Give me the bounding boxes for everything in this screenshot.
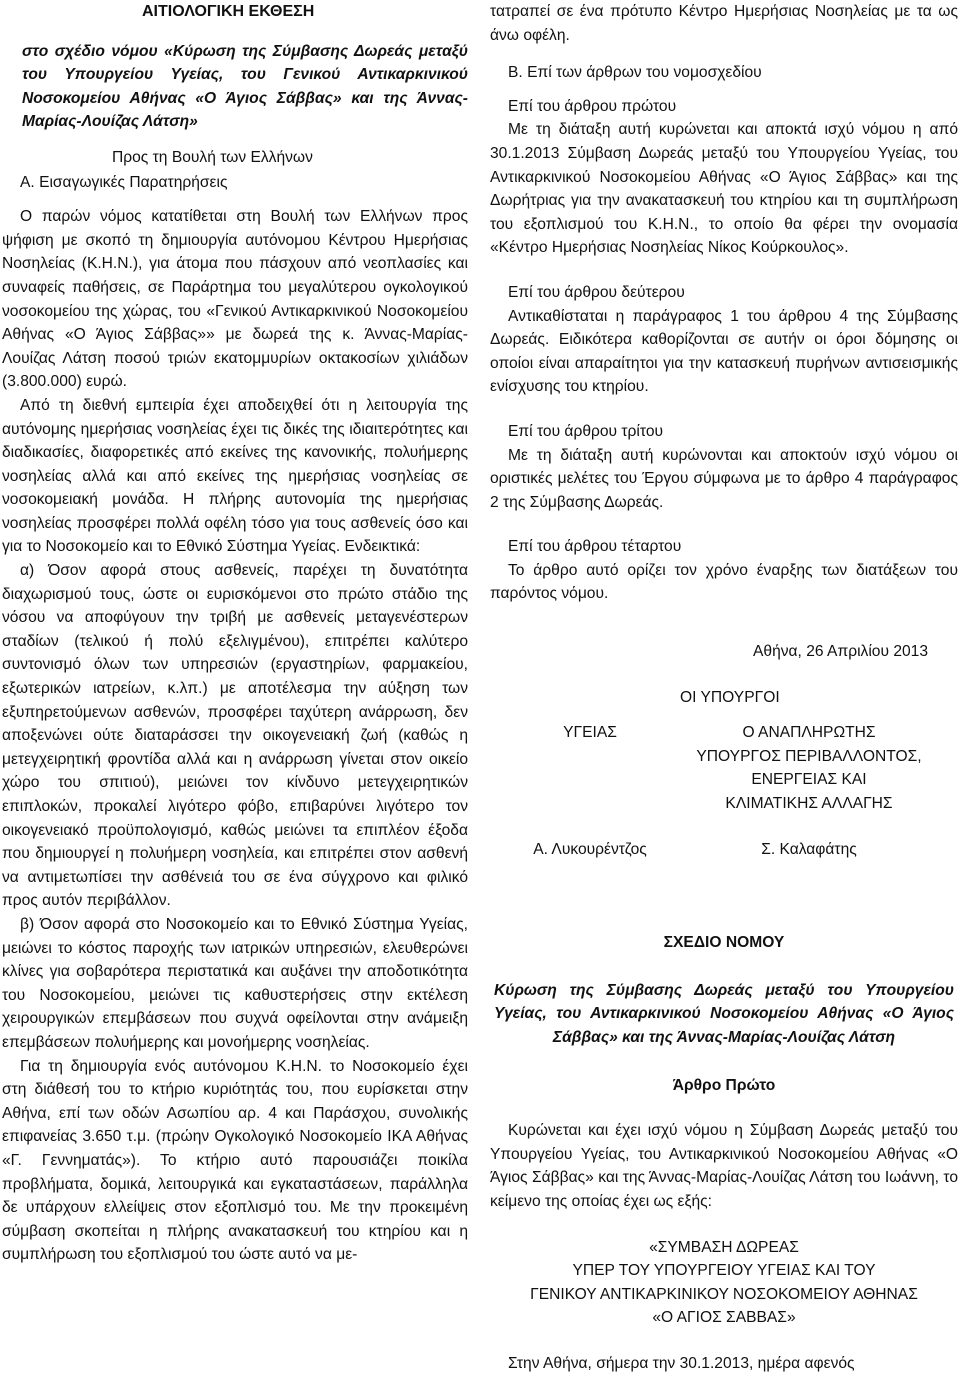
minister-env-line: ΚΛΙΜΑΤΙΚΗΣ ΑΛΛΑΓΗΣ (725, 795, 893, 813)
article-heading: Επί του άρθρου πρώτου (508, 97, 677, 115)
minister-env-title (660, 721, 958, 815)
signatures-row (490, 838, 958, 862)
contract-title-line: ΥΠΕΡ ΤΟΥ ΥΠΟΥΡΓΕΙΟΥ ΥΓΕΙΑΣ ΚΑΙ ΤΟΥ (572, 1262, 876, 1280)
minister-health-title: ΥΓΕΙΑΣ (563, 724, 617, 742)
article-heading: Επί του άρθρου δεύτερου (508, 283, 685, 301)
paragraph: Κυρώνεται και έχει ισχύ νόμου η Σύμβαση Δωρεάς μεταξύ του Υπουργείου Υγείας, του Αντικαρκινικού Νοσοκομείου Αθήνας «Ο Άγιος Σάββας» και της Άννας-Μαρίας-Λουίζας Λάτση του Ιωάννη, το κείμενο της οποίας έχει ως εξής: (490, 1122, 958, 1210)
ministers-heading: ΟΙ ΥΠΟΥΡΓΟΙ (680, 688, 780, 706)
signing-date: Αθήνα, 26 Απριλίου 2013 (753, 643, 929, 661)
article-first-heading: Άρθρο Πρώτο (672, 1076, 776, 1094)
article-heading: Επί του άρθρου τέταρτου (508, 538, 682, 556)
signature-health: Α. Λυκουρέντζος (533, 840, 647, 858)
paragraph: Αντικαθίσταται η παράγραφος 1 του άρθρου 4 της Σύμβασης Δωρεάς. Ειδικότερα καθορίζονται σε αυτήν οι όροι δόμησης οι οποίοι είναι απαραίτητοι για την κατασκευή πυρήνων αντισεισμικής ενίσχυσης του κτηρίου. (490, 307, 958, 396)
section-a-heading: Α. Εισαγωγικές Παρατηρήσεις (20, 173, 228, 191)
minister-env-line: Ο ΑΝΑΠΛΗΡΩΤΗΣ (742, 724, 876, 742)
paragraph: β) Όσον αφορά στο Νοσοκομείο και το Εθνικό Σύστημα Υγείας, μειώνει το κόστος παροχής των ιατρικών υπηρεσιών, ελευθερώνει κλίνες για σοβαρότερα περιστατικά και αυξάνει την αποδοτικότητα του Νοσοκομείου, μειώνει τις καθυστερήσεις στην εκτέλεση χειρουργικών επεμβάσεων που συχνά οφείλονται στην ανάμειξη επεμβάσεων πολυήμερης και μονοήμερης νοσηλείας. (2, 915, 468, 1051)
left-column (2, 0, 468, 1267)
contract-title-line: ΓΕΝΙΚΟΥ ΑΝΤΙΚΑΡΚΙΝΙΚΟΥ ΝΟΣΟΚΟΜΕΙΟΥ ΑΘΗΝΑΣ (530, 1285, 918, 1303)
article-heading: Επί του άρθρου τρίτου (508, 422, 664, 440)
paragraph: Με τη διάταξη αυτή κυρώνεται και αποκτά ισχύ νόμου η από 30.1.2013 Σύμβαση Δωρεάς μεταξύ του Υπουργείου Υγείας, του Αντικαρκινικού Νοσοκομείου Αθήνας «Ο Άγιος Σάββας» και της Δωρήτριας για την ανακατασκευή του κτηρίου και τη συμπλήρωση του εξοπλισμού του Κ.Η.Ν., το οποίο θα φέρει την ονομασία «Κέντρο Ημερήσιας Νοσηλείας Νίκος Κούρκουλος». (490, 121, 958, 257)
paragraph: Για τη δημιουργία ενός αυτόνομου Κ.Η.Ν. το Νοσοκομείο έχει στη διάθεσή του το κτήριο κυριότητάς του, που ευρίσκεται στην Αθήνα, επί των οδών Ασωπίου αρ. 4 και Παράσχου, συνολικής επιφανείας 3.650 τ.μ. (πρώην Ογκολογικό Νοσοκομείο ΙΚΑ Αθήνας «Γ. Γεννηματάς»). Το κτήριο αυτό παρουσιάζει ποικίλα προβλήματα, δομικά, λειτουργικά και εγκαταστάσεων, παράλληλα δε υπάρχουν ελλείψεις στον εξοπλισμό του. Με την προκειμένη σύμβαση σκοπείται η πλήρης ανακατασκευή του κτηρίου και η συμπλήρωση του εξοπλισμού του ώστε αυτό να με- (2, 1057, 468, 1264)
addressee: Προς τη Βουλή των Ελλήνων (112, 148, 313, 166)
ministers-row (490, 721, 958, 815)
draft-law-subtitle: Κύρωση της Σύμβασης Δωρεάς μεταξύ του Υπουργείου Υγείας, του Αντικαρκινικού Νοσοκομείου Αθήνας «Ο Άγιος Σάββας» και της Άννας-Μαρίας-Λουίζας Λάτση (494, 981, 954, 1046)
paragraph: Με τη διάταξη αυτή κυρώνονται και αποκτούν ισχύ νόμου οι οριστικές μελέτες του Έργου σύμφωνα με το άρθρο 4 παράγραφος 2 της Σύμβασης Δωρεάς. (490, 446, 958, 511)
minister-env-line: ΕΝΕΡΓΕΙΑΣ ΚΑΙ (751, 771, 867, 789)
paragraph: Από τη διεθνή εμπειρία έχει αποδειχθεί ότι η λειτουργία της αυτόνομης ημερήσιας νοσηλείας έχει τις δικές της ιδιαιτερότητες και διαδικασίες, διαφορετικές από εκείνες της κανονικής, πολυήμερης νοσηλείας αλλά και από εκείνες της ημερήσιας νοσηλείας σε νοσοκομειακή μονάδα. Η πλήρης αυτονομία της ημερήσιας νοσηλείας προσφέρει πολλά οφέλη τόσο για τους ασθενείς όσο και για το Νοσοκομείο και το Εθνικό Σύστημα Υγείας. Ενδεικτικά: (2, 396, 468, 556)
section-b-heading: Β. Επί των άρθρων του νομοσχεδίου (508, 64, 762, 82)
paragraph: Ο παρών νόμος κατατίθεται στη Βουλή των Ελλήνων προς ψήφιση με σκοπό τη δημιουργία αυτόνομου Κέντρου Ημερήσιας Νοσηλείας (Κ.Η.Ν.), για άτομα που πάσχουν από νεοπλασίες και συναφείς παθήσεις, σε Παράρτημα του μεγαλύτερου ογκολογικού νοσοκομείου της χώρας, του «Γενικού Αντικαρκινικού Νοσοκομείου Αθήνας «Ο Άγιος Σάββας»» με δωρεά της κ. Άννας-Μαρίας-Λουίζας Λάτση ποσού τριών εκατομμυρίων οκτακοσίων χιλιάδων (3.800.000) ευρώ. (2, 208, 468, 391)
paragraph: Το άρθρο αυτό ορίζει τον χρόνο έναρξης των διατάξεων του παρόντος νόμου. (490, 561, 958, 603)
report-title: ΑΙΤΙΟΛΟΓΙΚΗ ΕΚΘΕΣΗ (142, 3, 315, 20)
draft-law-title: ΣΧΕΔΙΟ ΝΟΜΟΥ (663, 934, 785, 952)
closing-line: Στην Αθήνα, σήμερα την 30.1.2013, ημέρα αφενός (508, 1354, 855, 1372)
contract-title-line: «Ο ΑΓΙΟΣ ΣΑΒΒΑΣ» (652, 1309, 796, 1327)
signature-env: Σ. Καλαφάτης (761, 840, 857, 858)
contract-title-line: «ΣΥΜΒΑΣΗ ΔΩΡΕΑΣ (649, 1238, 799, 1256)
report-subtitle: στο σχέδιο νόμου «Κύρωση της Σύμβασης Δωρεάς μεταξύ του Υπουργείου Υγείας, του Γενικού Αντικαρκινικού Νοσοκομείου Αθήνας «Ο Άγιος Σάββας» και της Άννας-Μαρίας-Λουίζας Λάτση» (22, 42, 468, 131)
right-column (490, 0, 958, 1376)
paragraph: τατραπεί σε ένα πρότυπο Κέντρο Ημερήσιας Νοσηλείας με τα ως άνω οφέλη. (490, 3, 958, 44)
paragraph: α) Όσον αφορά στους ασθενείς, παρέχει τη δυνατότητα διαχωρισμού τους, ώστε οι ευρισκόμενοι στο πρώτο στάδιο της νόσου να αποφύγουν την τριβή με ασθενείς μεταγενέστερων σταδίων (τελικού ή πολύ εξελιγμένου), επιτρέπει καλύτερο συντονισμό όλων των υπηρεσιών (εργαστηρίων, φαρμακείου, εξωτερικών ιατρείων, κ.λπ.) με αποτέλεσμα την αύξηση των εξυπηρετούμενων ασθενών, προσφέρει ταχύτερη ανάρρωση, δεν αποξενώνει ούτε διαταράσσει την οικογενειακή ζωή (καθώς η μετεγχειρητική φροντίδα αλλά και η ανάρρωση γίνεται στον οικείο χώρο του σπιτιού), μειώνει τον κίνδυνο μετεγχειρητικών επιπλοκών, προκαλεί λιγότερο φόβο, επιβαρύνει λιγότερο τον οικογενειακό προϋπολογισμό, καθώς μειώνει τα επιπλέον έξοδα που δημιουργεί η πολυήμερη νοσηλεία, και επιτρέπει στον ασθενή να αντιμετωπίσει την ασθένειά του σε ένα σύγχρονο και φιλικό προς αυτόν περιβάλλον. (2, 562, 468, 910)
minister-env-line: ΥΠΟΥΡΓΟΣ ΠΕΡΙΒΑΛΛΟΝΤΟΣ, (696, 747, 922, 765)
